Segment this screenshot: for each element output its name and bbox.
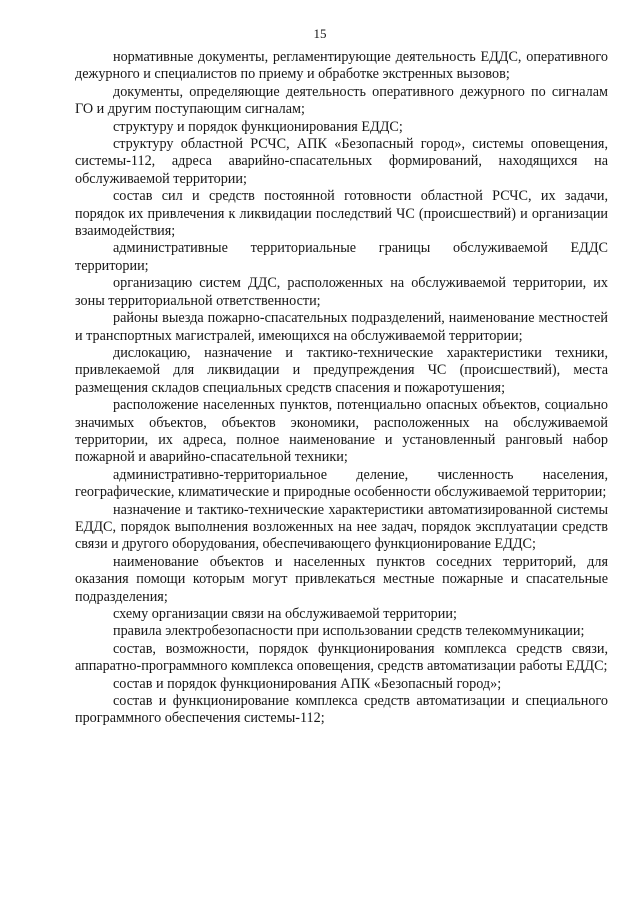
paragraph: наименование объектов и населенных пунктов соседних территорий, для оказания помощи которым могут привлекаться местные пожарные и спасательные подразделения; <box>75 553 608 605</box>
paragraph: документы, определяющие деятельность оперативного дежурного по сигналам ГО и другим поступающим сигналам; <box>75 83 608 118</box>
paragraph: районы выезда пожарно-спасательных подразделений, наименование местностей и транспортных магистралей, имеющихся на обслуживаемой территории; <box>75 310 608 344</box>
paragraph: состав и функционирование комплекса средств автоматизации и специального программного обеспечения системы-112; <box>75 693 608 727</box>
paragraph: расположение населенных пунктов, потенциально опасных объектов, социально значимых объектов, объектов экономики, расположенных на обслуживаемой территории, их адреса, полное наименование и установленный ранговый набор пожарной и аварийно-спасательной техники; <box>75 397 608 466</box>
paragraph: административные территориальные границы обслуживаемой ЕДДС территории; <box>75 240 608 274</box>
paragraph: правила электробезопасности при использовании средств телекоммуникации; <box>113 623 585 640</box>
document-body <box>75 49 608 728</box>
paragraph: схему организации связи на обслуживаемой территории; <box>113 606 457 622</box>
paragraph: структуру и порядок функционирования ЕДДС; <box>113 118 403 135</box>
page-number: 15 <box>313 26 327 41</box>
paragraph: состав, возможности, порядок функционирования комплекса средств связи, аппаратно-программного комплекса оповещения, средств автоматизации работы ЕДДС; <box>75 640 608 675</box>
paragraph: структуру областной РСЧС, АПК «Безопасный город», системы оповещения, системы-112, адреса аварийно-спасательных формирований, находящихся на обслуживаемой территории; <box>75 136 608 187</box>
paragraph: назначение и тактико-технические характеристики автоматизированной системы ЕДДС, порядок выполнения возложенных на нее задач, порядок эксплуатации средств связи и другого оборудования, обеспечивающего функционирование ЕДДС; <box>75 501 608 553</box>
paragraph: организацию систем ДДС, расположенных на обслуживаемой территории, их зоны территориальной ответственности; <box>75 275 608 309</box>
paragraph: дислокацию, назначение и тактико-технические характеристики техники, привлекаемой для ликвидации и предупреждения ЧС (происшествий), места размещения складов специальных средств спасения и пожаротушения; <box>75 344 608 396</box>
paragraph: административно-территориальное деление, численность населения, географические, климатические и природные особенности обслуживаемой территории; <box>75 466 608 501</box>
paragraph: состав и порядок функционирования АПК «Безопасный город»; <box>113 675 502 692</box>
paragraph: нормативные документы, регламентирующие деятельность ЕДДС, оперативного дежурного и специалистов по приему и обработке экстренных вызовов; <box>75 49 608 83</box>
paragraph: состав сил и средств постоянной готовности областной РСЧС, их задачи, порядок их привлечения к ликвидации последствий ЧС (происшествий) и организации взаимодействия; <box>75 188 608 240</box>
